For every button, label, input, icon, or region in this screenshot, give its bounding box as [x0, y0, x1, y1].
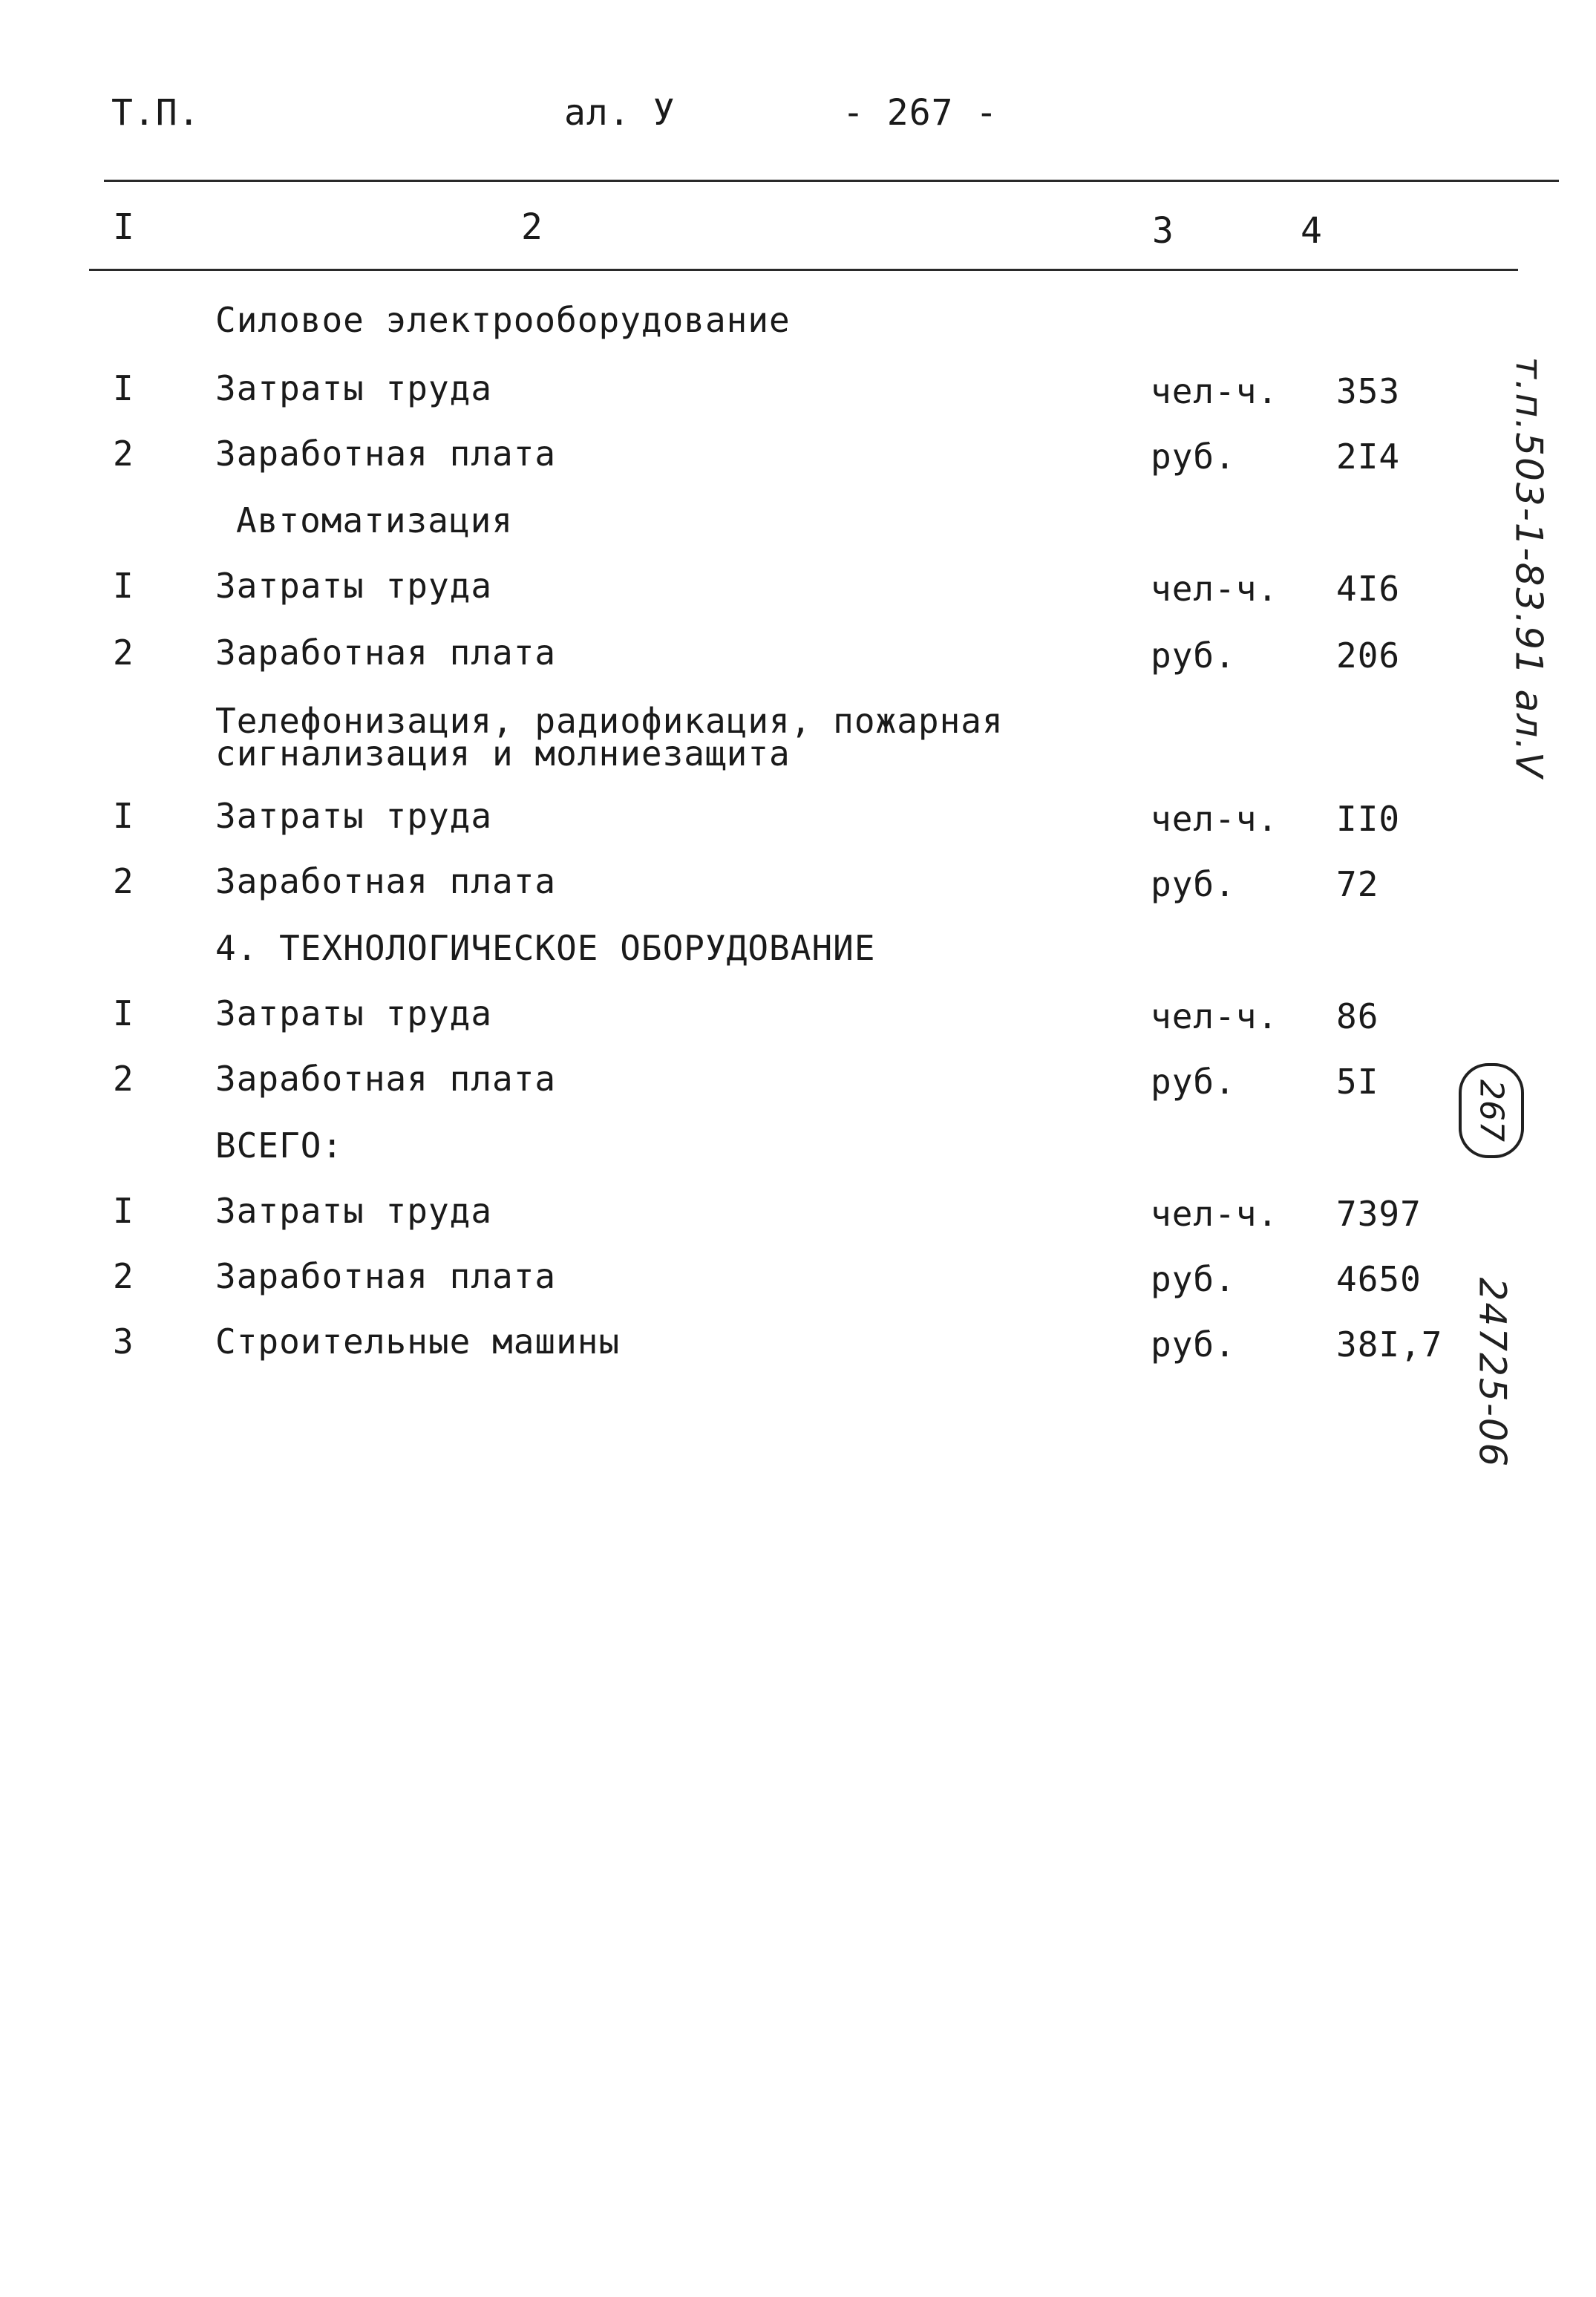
row-value: 4650: [1336, 1259, 1422, 1299]
row-unit: руб.: [1151, 864, 1236, 904]
row-name: Заработная плата: [215, 633, 557, 673]
row-name: Заработная плата: [215, 861, 557, 901]
row-value: 72: [1336, 864, 1379, 904]
column-header-2: 2: [521, 206, 543, 248]
row-number: 2: [113, 1059, 134, 1099]
row-number: I: [113, 993, 134, 1033]
row-number: 2: [113, 434, 134, 474]
row-name: Затраты труда: [215, 368, 493, 408]
header-bottom-rule: [89, 269, 1518, 271]
row-number: 2: [113, 1256, 134, 1296]
row-name: Затраты труда: [215, 566, 493, 606]
row-value: 353: [1336, 371, 1401, 411]
row-value: 38I,7: [1336, 1324, 1443, 1365]
row-unit: руб.: [1151, 1259, 1236, 1299]
row-name: Затраты труда: [215, 1191, 493, 1231]
row-unit: чел-ч.: [1151, 996, 1279, 1036]
header-left: Т.П.: [111, 92, 200, 134]
row-unit: чел-ч.: [1151, 799, 1279, 839]
row-name: Строительные машины: [215, 1321, 621, 1362]
page-stamp: [1459, 1063, 1524, 1158]
row-number: I: [113, 368, 134, 408]
column-header-3: 3: [1152, 210, 1174, 252]
column-header-4: 4: [1301, 210, 1323, 252]
row-unit: руб.: [1151, 1062, 1236, 1102]
page-stamp-number: 267: [1472, 1079, 1511, 1142]
row-unit: руб.: [1151, 1324, 1236, 1365]
row-name: Заработная плата: [215, 1256, 557, 1296]
margin-project-reference: т.п.503-1-83.91 ал.V: [1507, 356, 1551, 780]
row-unit: чел-ч.: [1151, 569, 1279, 609]
row-unit: чел-ч.: [1151, 1194, 1279, 1234]
row-value: 7397: [1336, 1194, 1422, 1234]
row-value: II0: [1336, 799, 1401, 839]
row-name: Затраты труда: [215, 993, 493, 1033]
row-name: Затраты труда: [215, 796, 493, 836]
row-name: Заработная плата: [215, 434, 557, 474]
row-number: 3: [113, 1321, 134, 1362]
section-heading: Телефонизация, радиофикация, пожарная: [215, 701, 1004, 741]
row-value: 86: [1336, 996, 1379, 1036]
row-number: I: [113, 566, 134, 606]
totals-heading: ВСЕГО:: [215, 1125, 344, 1166]
row-value: 5I: [1336, 1062, 1379, 1102]
row-value: 4I6: [1336, 569, 1401, 609]
row-number: 2: [113, 861, 134, 901]
section-heading: Силовое электрооборудование: [215, 300, 791, 340]
row-number: 2: [113, 633, 134, 673]
page-number: - 267 -: [843, 92, 998, 134]
row-unit: руб.: [1151, 635, 1236, 676]
row-value: 206: [1336, 635, 1401, 676]
margin-inventory-number: 24725-06: [1471, 1277, 1514, 1468]
row-unit: руб.: [1151, 437, 1236, 477]
row-value: 2I4: [1336, 437, 1401, 477]
header-album: ал. У: [564, 92, 676, 134]
row-number: I: [113, 796, 134, 836]
column-header-1: I: [113, 206, 135, 248]
section-heading: Автоматизация: [236, 500, 514, 540]
row-unit: чел-ч.: [1151, 371, 1279, 411]
row-number: I: [113, 1191, 134, 1231]
header-top-rule: [104, 180, 1559, 182]
section-heading-line-2: сигнализация и молниезащита: [215, 733, 791, 774]
section-heading: 4. ТЕХНОЛОГИЧЕСКОЕ ОБОРУДОВАНИЕ: [215, 928, 876, 968]
row-name: Заработная плата: [215, 1059, 557, 1099]
